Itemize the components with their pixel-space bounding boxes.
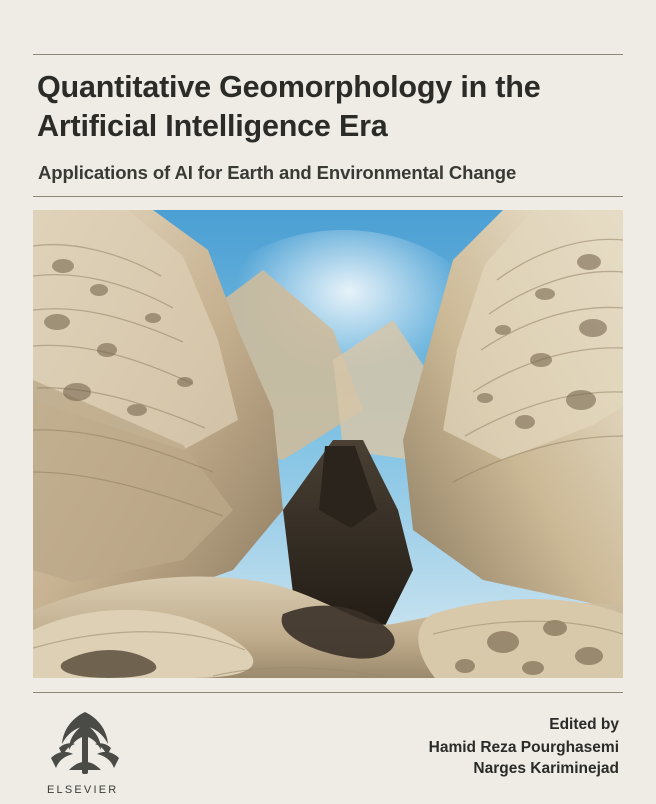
editor-credits xyxy=(429,716,619,780)
editor-name-2: Narges Kariminejad xyxy=(473,760,619,778)
elsevier-tree-icon xyxy=(39,708,131,780)
editor-name-1: Hamid Reza Pourghasemi xyxy=(428,739,619,756)
edited-by-label: Edited by xyxy=(549,716,619,733)
publisher-logo xyxy=(39,708,149,796)
cover-photograph xyxy=(33,210,623,678)
page-title xyxy=(37,68,597,145)
title-line-2: Artificial Intelligence Era xyxy=(37,108,388,143)
page-subtitle: Applications of AI for Earth and Environmental Change xyxy=(38,162,517,183)
divider-middle xyxy=(33,196,623,197)
cover-inner xyxy=(33,14,623,796)
divider-bottom xyxy=(33,692,623,693)
publisher-name: ELSEVIER xyxy=(47,784,119,796)
title-line-1: Quantitative Geomorphology in the xyxy=(37,70,541,104)
canyon-photograph xyxy=(33,210,623,678)
divider-top xyxy=(33,54,623,55)
